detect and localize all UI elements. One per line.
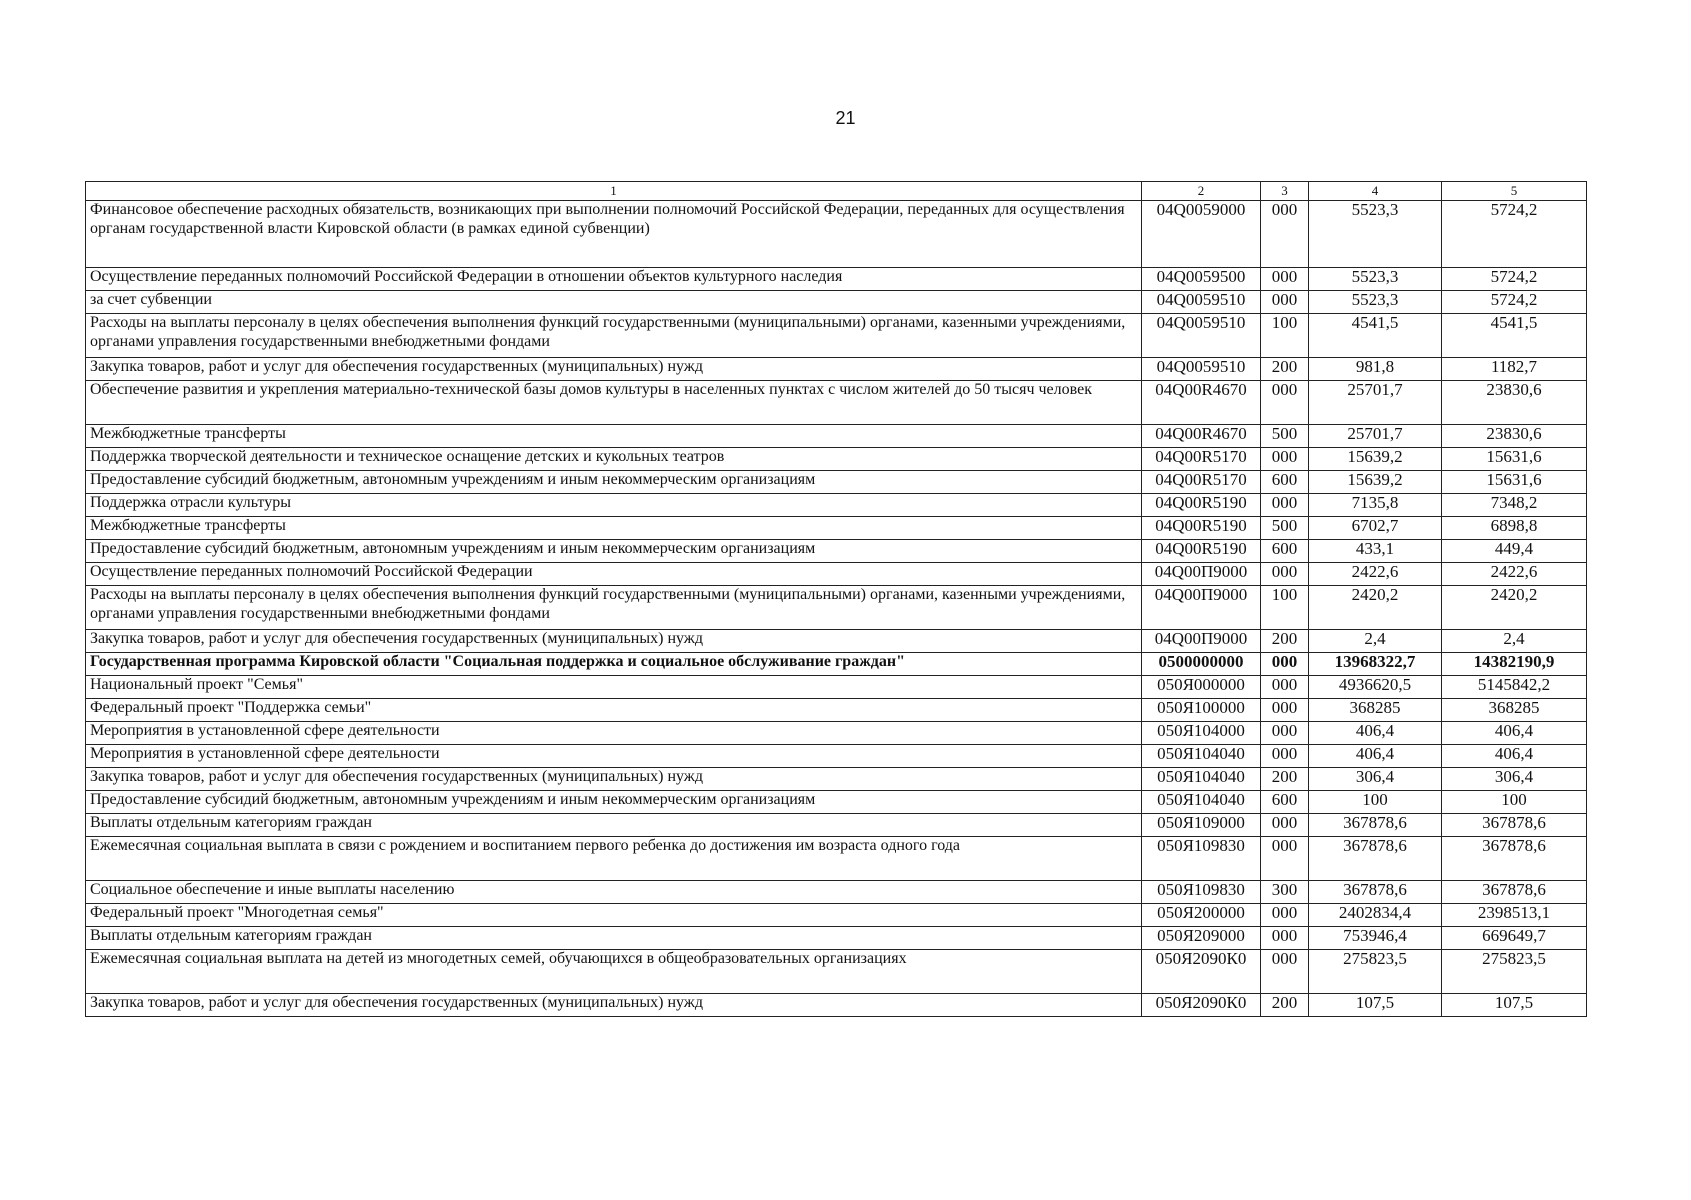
row-type-cell: 600 — [1261, 471, 1309, 494]
row-code-cell: 050Я104040 — [1142, 768, 1261, 791]
row-type-cell: 000 — [1261, 653, 1309, 676]
row-value-year2-cell: 449,4 — [1442, 540, 1587, 563]
row-value-year2-cell: 4541,5 — [1442, 314, 1587, 358]
table-row — [86, 699, 1587, 722]
row-value-year2-cell: 669649,7 — [1442, 927, 1587, 950]
column-header-2: 2 — [1142, 182, 1261, 201]
row-name-cell: Финансовое обеспечение расходных обязательств, возникающих при выполнении полномочий Российской Федерации, переданных для осуществления органам государственной власти Кировской области (в рамках единой субвенции) — [86, 201, 1142, 268]
row-value-year1-cell: 6702,7 — [1309, 517, 1442, 540]
row-code-cell: 050Я209000 — [1142, 927, 1261, 950]
row-code-cell: 04Q00R4670 — [1142, 425, 1261, 448]
row-type-cell: 200 — [1261, 630, 1309, 653]
row-code-cell: 050Я000000 — [1142, 676, 1261, 699]
row-value-year2-cell: 107,5 — [1442, 994, 1587, 1017]
row-value-year2-cell: 367878,6 — [1442, 814, 1587, 837]
row-value-year1-cell: 406,4 — [1309, 722, 1442, 745]
row-code-cell: 04Q00П9000 — [1142, 563, 1261, 586]
budget-table — [85, 181, 1587, 1017]
row-code-cell: 050Я2090К0 — [1142, 950, 1261, 994]
row-code-cell: 04Q0059000 — [1142, 201, 1261, 268]
row-value-year1-cell: 13968322,7 — [1309, 653, 1442, 676]
row-type-cell: 000 — [1261, 814, 1309, 837]
row-value-year1-cell: 433,1 — [1309, 540, 1442, 563]
row-value-year1-cell: 15639,2 — [1309, 448, 1442, 471]
row-code-cell: 04Q00R5190 — [1142, 517, 1261, 540]
row-type-cell: 000 — [1261, 837, 1309, 881]
row-code-cell: 04Q00П9000 — [1142, 586, 1261, 630]
row-type-cell: 200 — [1261, 768, 1309, 791]
row-code-cell: 050Я200000 — [1142, 904, 1261, 927]
row-value-year1-cell: 368285 — [1309, 699, 1442, 722]
row-type-cell: 000 — [1261, 722, 1309, 745]
table-body — [86, 201, 1587, 1017]
row-name-cell: Межбюджетные трансферты — [86, 425, 1142, 448]
row-value-year1-cell: 2402834,4 — [1309, 904, 1442, 927]
table-row — [86, 358, 1587, 381]
table-row — [86, 653, 1587, 676]
row-value-year2-cell: 2422,6 — [1442, 563, 1587, 586]
row-value-year1-cell: 25701,7 — [1309, 425, 1442, 448]
row-type-cell: 600 — [1261, 540, 1309, 563]
row-value-year1-cell: 107,5 — [1309, 994, 1442, 1017]
column-header-3: 3 — [1261, 182, 1309, 201]
table-row — [86, 904, 1587, 927]
row-value-year2-cell: 367878,6 — [1442, 881, 1587, 904]
table-row — [86, 471, 1587, 494]
table-row — [86, 630, 1587, 653]
row-name-cell: Расходы на выплаты персоналу в целях обеспечения выполнения функций государственными (муниципальными) органами, казенными учреждениями, органами управления государственными внебюджетными фондами — [86, 586, 1142, 630]
row-name-cell: Выплаты отдельным категориям граждан — [86, 927, 1142, 950]
table-row — [86, 676, 1587, 699]
row-name-cell: Закупка товаров, работ и услуг для обеспечения государственных (муниципальных) нужд — [86, 768, 1142, 791]
column-header-5: 5 — [1442, 182, 1587, 201]
row-value-year2-cell: 2,4 — [1442, 630, 1587, 653]
row-value-year2-cell: 15631,6 — [1442, 471, 1587, 494]
row-type-cell: 000 — [1261, 494, 1309, 517]
row-value-year1-cell: 7135,8 — [1309, 494, 1442, 517]
row-code-cell: 050Я104040 — [1142, 745, 1261, 768]
table-row — [86, 540, 1587, 563]
table-row — [86, 268, 1587, 291]
row-value-year1-cell: 406,4 — [1309, 745, 1442, 768]
row-code-cell: 050Я109830 — [1142, 881, 1261, 904]
row-name-cell: Поддержка отрасли культуры — [86, 494, 1142, 517]
table-row — [86, 927, 1587, 950]
table-row — [86, 791, 1587, 814]
table-row — [86, 768, 1587, 791]
row-value-year1-cell: 5523,3 — [1309, 201, 1442, 268]
row-value-year1-cell: 306,4 — [1309, 768, 1442, 791]
row-name-cell: Закупка товаров, работ и услуг для обеспечения государственных (муниципальных) нужд — [86, 994, 1142, 1017]
row-value-year2-cell: 23830,6 — [1442, 381, 1587, 425]
row-value-year2-cell: 275823,5 — [1442, 950, 1587, 994]
row-value-year1-cell: 367878,6 — [1309, 881, 1442, 904]
table-row — [86, 563, 1587, 586]
row-name-cell: Мероприятия в установленной сфере деятельности — [86, 722, 1142, 745]
row-value-year2-cell: 7348,2 — [1442, 494, 1587, 517]
row-name-cell: Федеральный проект "Многодетная семья" — [86, 904, 1142, 927]
table-row — [86, 994, 1587, 1017]
row-value-year2-cell: 100 — [1442, 791, 1587, 814]
row-value-year1-cell: 275823,5 — [1309, 950, 1442, 994]
row-code-cell: 050Я100000 — [1142, 699, 1261, 722]
row-type-cell: 000 — [1261, 448, 1309, 471]
row-value-year1-cell: 4541,5 — [1309, 314, 1442, 358]
row-code-cell: 04Q00R5190 — [1142, 494, 1261, 517]
row-code-cell: 050Я104000 — [1142, 722, 1261, 745]
row-type-cell: 000 — [1261, 904, 1309, 927]
row-name-cell: Выплаты отдельным категориям граждан — [86, 814, 1142, 837]
row-value-year2-cell: 406,4 — [1442, 722, 1587, 745]
row-code-cell: 04Q0059510 — [1142, 358, 1261, 381]
row-type-cell: 100 — [1261, 314, 1309, 358]
table-row — [86, 381, 1587, 425]
row-name-cell: Осуществление переданных полномочий Российской Федерации в отношении объектов культурного наследия — [86, 268, 1142, 291]
row-type-cell: 000 — [1261, 381, 1309, 425]
row-code-cell: 04Q00R5190 — [1142, 540, 1261, 563]
row-code-cell: 04Q0059510 — [1142, 314, 1261, 358]
row-type-cell: 000 — [1261, 745, 1309, 768]
row-name-cell: Социальное обеспечение и иные выплаты населению — [86, 881, 1142, 904]
row-type-cell: 100 — [1261, 586, 1309, 630]
row-code-cell: 050Я109830 — [1142, 837, 1261, 881]
table-row — [86, 291, 1587, 314]
table-row — [86, 448, 1587, 471]
row-code-cell: 04Q00R4670 — [1142, 381, 1261, 425]
row-code-cell: 050Я104040 — [1142, 791, 1261, 814]
row-value-year2-cell: 23830,6 — [1442, 425, 1587, 448]
row-type-cell: 200 — [1261, 994, 1309, 1017]
table-row — [86, 745, 1587, 768]
row-type-cell: 000 — [1261, 201, 1309, 268]
row-code-cell: 04Q00R5170 — [1142, 448, 1261, 471]
table-row — [86, 837, 1587, 881]
table-row — [86, 425, 1587, 448]
row-type-cell: 500 — [1261, 425, 1309, 448]
row-name-cell: Закупка товаров, работ и услуг для обеспечения государственных (муниципальных) нужд — [86, 630, 1142, 653]
row-value-year2-cell: 2398513,1 — [1442, 904, 1587, 927]
table-row — [86, 950, 1587, 994]
row-value-year1-cell: 15639,2 — [1309, 471, 1442, 494]
row-code-cell: 0500000000 — [1142, 653, 1261, 676]
row-name-cell: Мероприятия в установленной сфере деятельности — [86, 745, 1142, 768]
row-type-cell: 000 — [1261, 699, 1309, 722]
row-type-cell: 000 — [1261, 268, 1309, 291]
table-row — [86, 201, 1587, 268]
column-header-1: 1 — [86, 182, 1142, 201]
row-value-year2-cell: 14382190,9 — [1442, 653, 1587, 676]
row-value-year2-cell: 1182,7 — [1442, 358, 1587, 381]
row-type-cell: 200 — [1261, 358, 1309, 381]
row-type-cell: 000 — [1261, 950, 1309, 994]
row-name-cell: Межбюджетные трансферты — [86, 517, 1142, 540]
row-name-cell: Государственная программа Кировской области "Социальная поддержка и социальное обслуживание граждан" — [86, 653, 1142, 676]
row-type-cell: 300 — [1261, 881, 1309, 904]
row-name-cell: Национальный проект "Семья" — [86, 676, 1142, 699]
row-type-cell: 000 — [1261, 563, 1309, 586]
row-value-year2-cell: 5724,2 — [1442, 268, 1587, 291]
row-type-cell: 000 — [1261, 927, 1309, 950]
row-type-cell: 600 — [1261, 791, 1309, 814]
row-value-year1-cell: 2422,6 — [1309, 563, 1442, 586]
row-value-year1-cell: 981,8 — [1309, 358, 1442, 381]
row-name-cell: Федеральный проект "Поддержка семьи" — [86, 699, 1142, 722]
row-value-year1-cell: 753946,4 — [1309, 927, 1442, 950]
row-name-cell: Предоставление субсидий бюджетным, автономным учреждениям и иным некоммерческим организациям — [86, 471, 1142, 494]
row-name-cell: Обеспечение развития и укрепления материально-технической базы домов культуры в населенных пунктах с числом жителей до 50 тысяч человек — [86, 381, 1142, 425]
row-name-cell: Предоставление субсидий бюджетным, автономным учреждениям и иным некоммерческим организациям — [86, 540, 1142, 563]
table-row — [86, 722, 1587, 745]
row-name-cell: Ежемесячная социальная выплата на детей из многодетных семей, обучающихся в общеобразовательных организациях — [86, 950, 1142, 994]
table-row — [86, 494, 1587, 517]
row-value-year2-cell: 6898,8 — [1442, 517, 1587, 540]
table-row — [86, 814, 1587, 837]
row-value-year2-cell: 2420,2 — [1442, 586, 1587, 630]
row-code-cell: 04Q0059510 — [1142, 291, 1261, 314]
row-type-cell: 000 — [1261, 291, 1309, 314]
table-row — [86, 586, 1587, 630]
row-value-year1-cell: 5523,3 — [1309, 268, 1442, 291]
row-value-year1-cell: 367878,6 — [1309, 837, 1442, 881]
row-name-cell: Предоставление субсидий бюджетным, автономным учреждениям и иным некоммерческим организациям — [86, 791, 1142, 814]
row-value-year2-cell: 367878,6 — [1442, 837, 1587, 881]
table-header-row — [86, 182, 1587, 201]
row-name-cell: Ежемесячная социальная выплата в связи с рождением и воспитанием первого ребенка до достижения им возраста одного года — [86, 837, 1142, 881]
row-value-year1-cell: 25701,7 — [1309, 381, 1442, 425]
row-code-cell: 050Я2090К0 — [1142, 994, 1261, 1017]
row-value-year2-cell: 5724,2 — [1442, 291, 1587, 314]
row-code-cell: 04Q0059500 — [1142, 268, 1261, 291]
row-value-year1-cell: 4936620,5 — [1309, 676, 1442, 699]
table-row — [86, 517, 1587, 540]
row-name-cell: Расходы на выплаты персоналу в целях обеспечения выполнения функций государственными (муниципальными) органами, казенными учреждениями, органами управления государственными внебюджетными фондами — [86, 314, 1142, 358]
row-code-cell: 04Q00R5170 — [1142, 471, 1261, 494]
row-value-year2-cell: 306,4 — [1442, 768, 1587, 791]
row-name-cell: Поддержка творческой деятельности и техническое оснащение детских и кукольных театров — [86, 448, 1142, 471]
row-name-cell: Закупка товаров, работ и услуг для обеспечения государственных (муниципальных) нужд — [86, 358, 1142, 381]
column-header-4: 4 — [1309, 182, 1442, 201]
row-value-year2-cell: 5145842,2 — [1442, 676, 1587, 699]
row-value-year1-cell: 367878,6 — [1309, 814, 1442, 837]
row-value-year1-cell: 100 — [1309, 791, 1442, 814]
row-code-cell: 050Я109000 — [1142, 814, 1261, 837]
row-name-cell: за счет субвенции — [86, 291, 1142, 314]
table-row — [86, 881, 1587, 904]
row-value-year2-cell: 368285 — [1442, 699, 1587, 722]
row-value-year2-cell: 15631,6 — [1442, 448, 1587, 471]
row-type-cell: 500 — [1261, 517, 1309, 540]
row-type-cell: 000 — [1261, 676, 1309, 699]
row-value-year1-cell: 2420,2 — [1309, 586, 1442, 630]
row-value-year2-cell: 5724,2 — [1442, 201, 1587, 268]
row-value-year1-cell: 5523,3 — [1309, 291, 1442, 314]
row-value-year2-cell: 406,4 — [1442, 745, 1587, 768]
page-number: 21 — [835, 108, 856, 128]
row-name-cell: Осуществление переданных полномочий Российской Федерации — [86, 563, 1142, 586]
table-row — [86, 314, 1587, 358]
row-value-year1-cell: 2,4 — [1309, 630, 1442, 653]
row-code-cell: 04Q00П9000 — [1142, 630, 1261, 653]
